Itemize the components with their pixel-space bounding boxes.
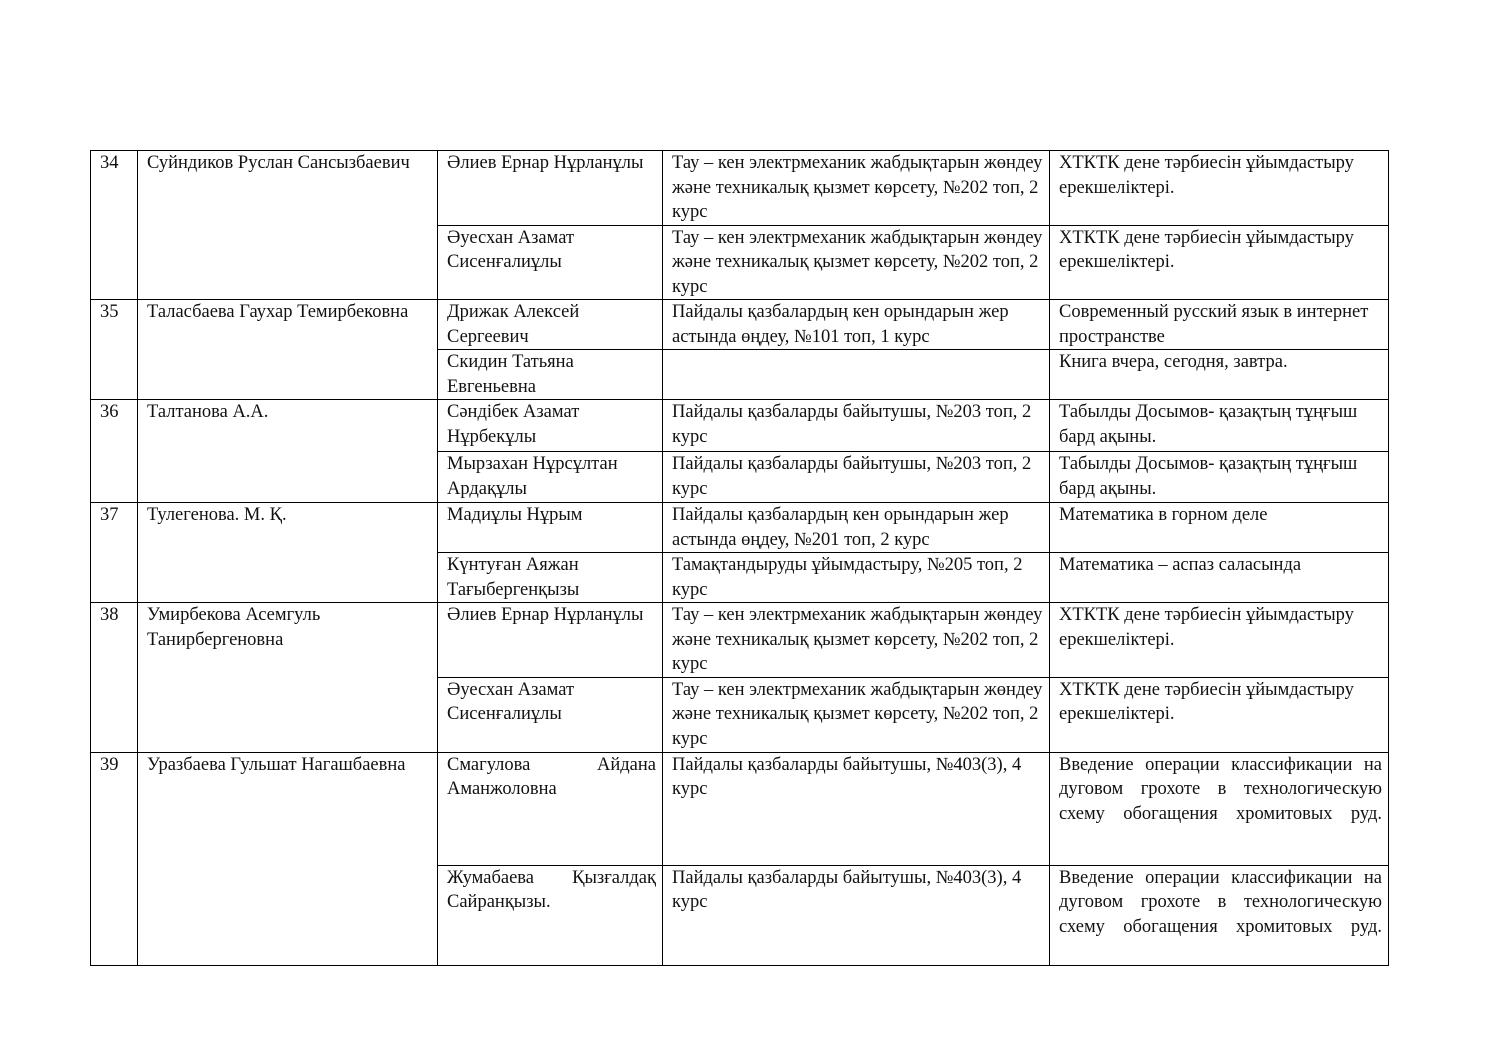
student-name: Скидин Татьяна Евгеньевна	[438, 350, 663, 400]
student-name: Әлиев Ернар Нұрланұлы	[438, 603, 663, 678]
topic-cell: Табылды Досымов- қазақтың тұңғыш бард ақыны.	[1050, 452, 1389, 503]
specialty-cell: Пайдалы қазбаларды байытушы, №403(3), 4 курс	[663, 752, 1050, 865]
topic-cell: Математика в горном деле	[1050, 503, 1389, 553]
topic-cell: Введение операции классификации на дуговом грохоте в технологическую схему обогащения хромитовых руд.	[1050, 865, 1389, 965]
topic-cell: Современный русский язык в интернет пространстве	[1050, 300, 1389, 350]
row-number: 39	[91, 752, 138, 965]
specialty-cell: Пайдалы қазбаларды байытушы, №203 топ, 2 курс	[663, 400, 1050, 452]
student-name: Смагулова Айдана Аманжоловна	[438, 752, 663, 865]
specialty-cell: Тау – кен электрмеханик жабдықтарын жөндеу және техникалық қызмет көрсету, №202 топ, 2 курс	[663, 603, 1050, 678]
student-name: Мырзахан Нұрсұлтан Ардақұлы	[438, 452, 663, 503]
topic-cell: Табылды Досымов- қазақтың тұңғыш бард ақыны.	[1050, 400, 1389, 452]
specialty-cell: Пайдалы қазбалардың кен орындарын жер астында өңдеу, №101 топ, 1 курс	[663, 300, 1050, 350]
student-name: Сәндібек Азамат Нұрбекұлы	[438, 400, 663, 452]
table-row	[91, 503, 1389, 553]
table-row	[91, 752, 1389, 865]
topic-cell: Математика – аспаз саласында	[1050, 553, 1389, 603]
table-row	[91, 400, 1389, 452]
topic-cell: ХТКТК дене тәрбиесін ұйымдастыру ерекшеліктері.	[1050, 677, 1389, 752]
specialty-cell: Тау – кен электрмеханик жабдықтарын жөндеу және техникалық қызмет көрсету, №202 топ, 2 курс	[663, 151, 1050, 226]
table-row	[91, 151, 1389, 226]
topic-cell: ХТКТК дене тәрбиесін ұйымдастыру ерекшеліктері.	[1050, 603, 1389, 678]
row-number: 37	[91, 503, 138, 603]
row-number: 34	[91, 151, 138, 300]
row-number: 35	[91, 300, 138, 400]
supervisor-name: Таласбаева Гаухар Темирбековна	[138, 300, 438, 400]
supervisor-name: Суйндиков Руслан Сансызбаевич	[138, 151, 438, 300]
assignments-table	[90, 150, 1389, 966]
topic-cell: Книга вчера, сегодня, завтра.	[1050, 350, 1389, 400]
student-name: Әуесхан Азамат Сисенғалиұлы	[438, 225, 663, 300]
supervisor-name: Тулегенова. М. Қ.	[138, 503, 438, 603]
specialty-cell	[663, 350, 1050, 400]
student-name: Дрижак Алексей Сергеевич	[438, 300, 663, 350]
student-name: Мадиұлы Нұрым	[438, 503, 663, 553]
table-row	[91, 300, 1389, 350]
supervisor-name: Умирбекова Асемгуль Танирбергеновна	[138, 603, 438, 753]
supervisor-name: Талтанова А.А.	[138, 400, 438, 503]
topic-cell: ХТКТК дене тәрбиесін ұйымдастыру ерекшеліктері.	[1050, 151, 1389, 226]
student-name: Әлиев Ернар Нұрланұлы	[438, 151, 663, 226]
row-number: 38	[91, 603, 138, 753]
specialty-cell: Тау – кен электрмеханик жабдықтарын жөндеу және техникалық қызмет көрсету, №202 топ, 2 курс	[663, 677, 1050, 752]
specialty-cell: Пайдалы қазбаларды байытушы, №203 топ, 2 курс	[663, 452, 1050, 503]
student-name: Жумабаева Қызғалдақ Сайранқызы.	[438, 865, 663, 965]
supervisor-name: Уразбаева Гульшат Нагашбаевна	[138, 752, 438, 965]
specialty-cell: Пайдалы қазбалардың кен орындарын жер астында өңдеу, №201 топ, 2 курс	[663, 503, 1050, 553]
topic-cell: Введение операции классификации на дуговом грохоте в технологическую схему обогащения хромитовых руд.	[1050, 752, 1389, 865]
specialty-cell: Пайдалы қазбаларды байытушы, №403(3), 4 курс	[663, 865, 1050, 965]
student-name: Күнтуған Аяжан Тағыбергенқызы	[438, 553, 663, 603]
row-number: 36	[91, 400, 138, 503]
specialty-cell: Тамақтандыруды ұйымдастыру, №205 топ, 2 курс	[663, 553, 1050, 603]
table-row	[91, 603, 1389, 678]
topic-cell: ХТКТК дене тәрбиесін ұйымдастыру ерекшеліктері.	[1050, 225, 1389, 300]
specialty-cell: Тау – кен электрмеханик жабдықтарын жөндеу және техникалық қызмет көрсету, №202 топ, 2 курс	[663, 225, 1050, 300]
student-name: Әуесхан Азамат Сисенғалиұлы	[438, 677, 663, 752]
